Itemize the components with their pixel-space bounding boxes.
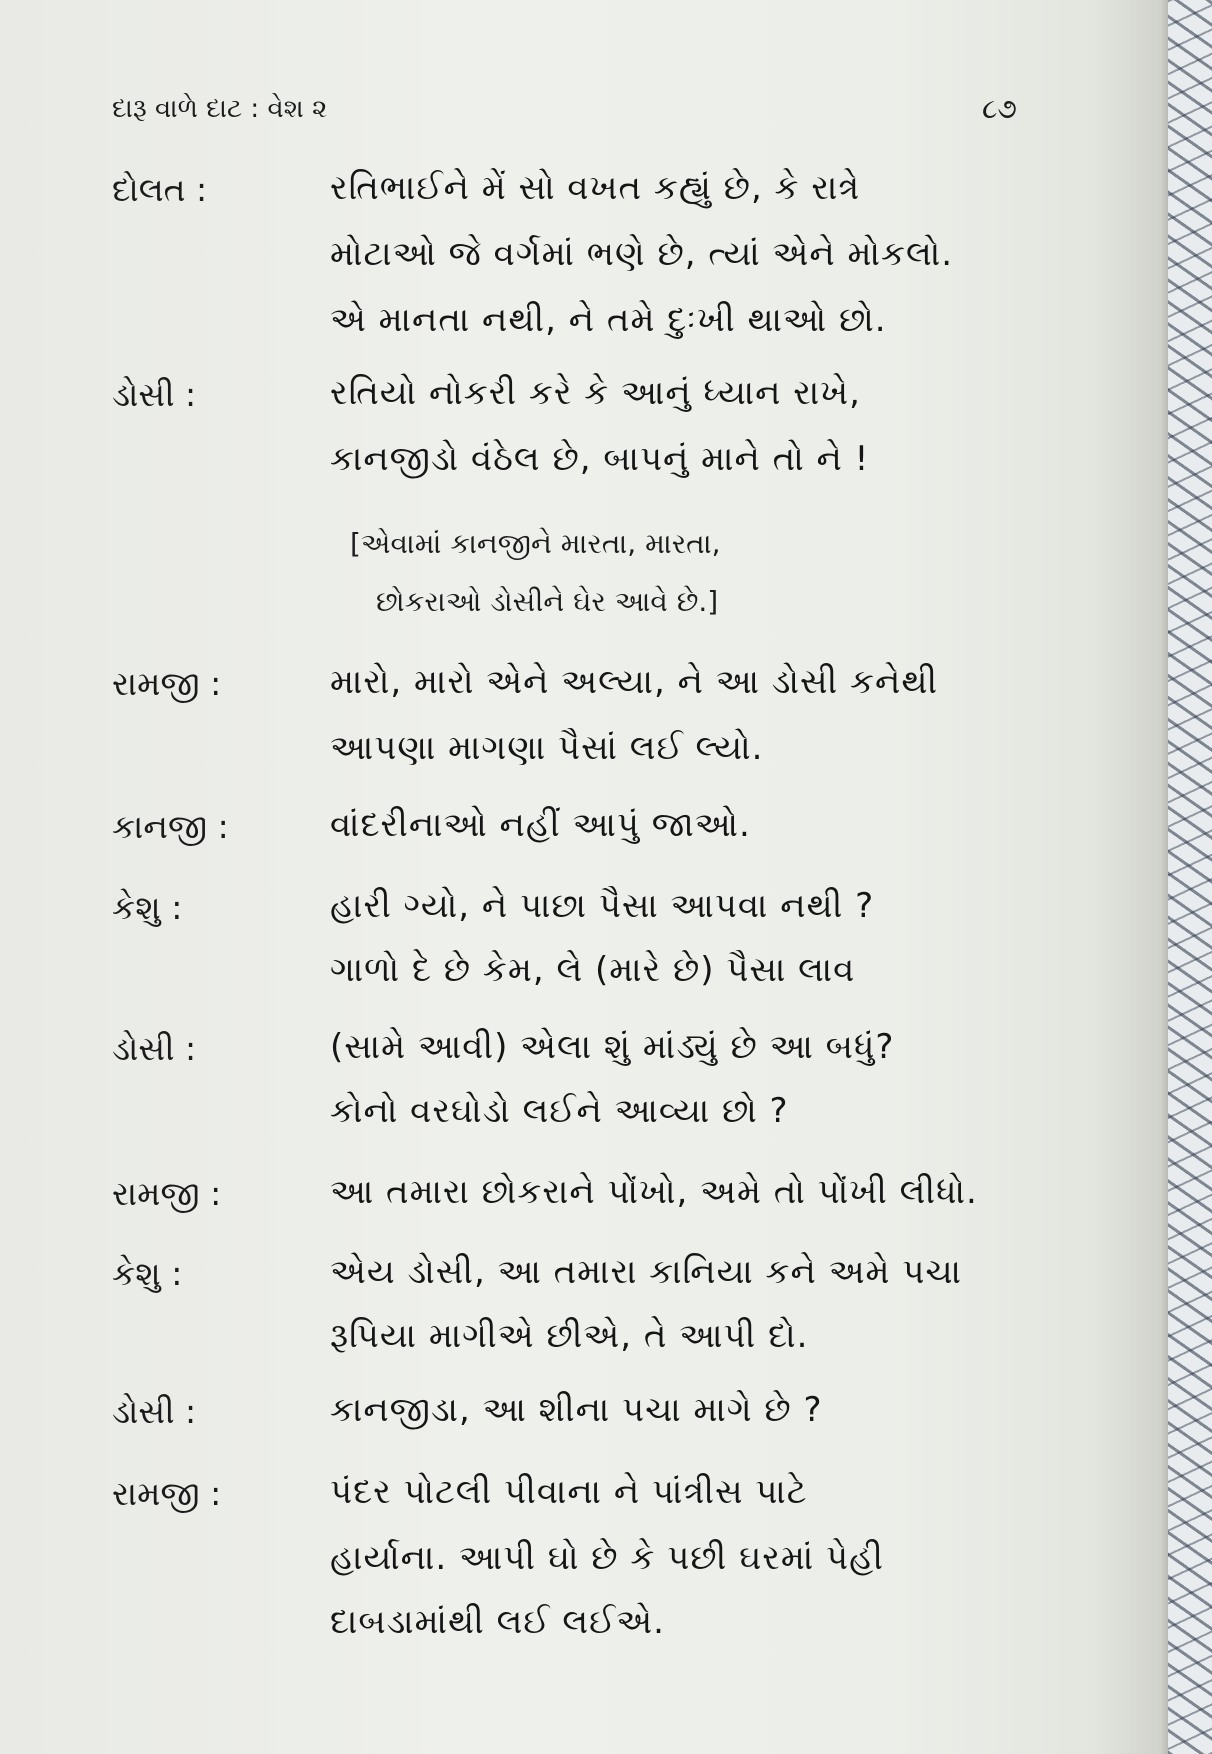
dialogue-line: ગાળો દે છે કેમ, લે (મારે છે) પૈસા લાવ: [330, 950, 856, 990]
stage-direction-line: [એવામાં કાનજીને મારતા, મારતા,: [350, 527, 721, 560]
dialogue-line: રૂપિયા માગીએ છીએ, તે આપી દો.: [330, 1316, 809, 1356]
speaker-label: કેશુ :: [112, 1254, 183, 1293]
dialogue-line: (સામે આવી) એલા શું માંડ્યું છે આ બધું?: [330, 1027, 895, 1067]
dialogue-line: કાનજીડો વંઠેલ છે, બાપનું માને તો ને !: [330, 439, 870, 479]
dialogue-line: કાનજીડા, આ શીના પચા માગે છે ?: [330, 1390, 823, 1430]
speaker-label: રામજી :: [112, 1474, 222, 1513]
dialogue-line: મોટાઓ જે વર્ગમાં ભણે છે, ત્યાં એને મોકલો.: [330, 234, 954, 274]
dialogue-line: હાર્યાના. આપી ઘો છે કે પછી ઘરમાં પેહી: [330, 1538, 884, 1578]
dialogue-line: દાબડામાંથી લઈ લઈએ.: [330, 1602, 665, 1642]
dialogue-line: આ તમારા છોકરાને પોંખો, અમે તો પોંખી લીધો.: [330, 1172, 978, 1212]
adjacent-page-pattern: [1168, 0, 1212, 1754]
dialogue-line: આપણા માગણા પૈસાં લઈ લ્યો.: [330, 728, 764, 768]
speaker-label: ડોસી :: [112, 1392, 197, 1431]
speaker-label: રામજી :: [112, 1174, 222, 1213]
speaker-label: કાનજી :: [112, 807, 229, 846]
speaker-label: ડોસી :: [112, 375, 197, 414]
dialogue-line: હારી ગ્યો, ને પાછા પૈસા આપવા નથી ?: [330, 886, 875, 926]
dialogue-line: કોનો વરઘોડો લઈને આવ્યા છો ?: [330, 1091, 789, 1131]
dialogue-line: મારો, મારો એને અલ્યા, ને આ ડોસી કનેથી: [330, 662, 939, 702]
dialogue-line: એય ડોસી, આ તમારા કાનિયા કને અમે પચા: [330, 1252, 962, 1292]
page-number: ૮૭: [982, 92, 1017, 125]
speaker-label: કેશુ :: [112, 888, 183, 927]
running-header-title: દારૂ વાળે દાટ : વેશ ૨: [112, 94, 328, 124]
speaker-label: ડોસી :: [112, 1029, 197, 1068]
speaker-label: દોલત :: [112, 170, 208, 209]
dialogue-line: રતિભાઈને મેં સો વખત કહ્યું છે, કે રાત્રે: [330, 168, 861, 208]
dialogue-line: રતિયો નોકરી કરે કે આનું ધ્યાન રાખે,: [330, 373, 861, 413]
speaker-label: રામજી :: [112, 664, 222, 703]
stage-direction-line: છોકરાઓ ડોસીને ઘેર આવે છે.]: [376, 585, 719, 618]
dialogue-line: પંદર પોટલી પીવાના ને પાંત્રીસ પાટે: [330, 1472, 808, 1512]
dialogue-line: વાંદરીનાઓ નહીં આપું જાઓ.: [330, 805, 751, 845]
dialogue-line: એ માનતા નથી, ને તમે દુઃખી થાઓ છો.: [330, 300, 887, 340]
